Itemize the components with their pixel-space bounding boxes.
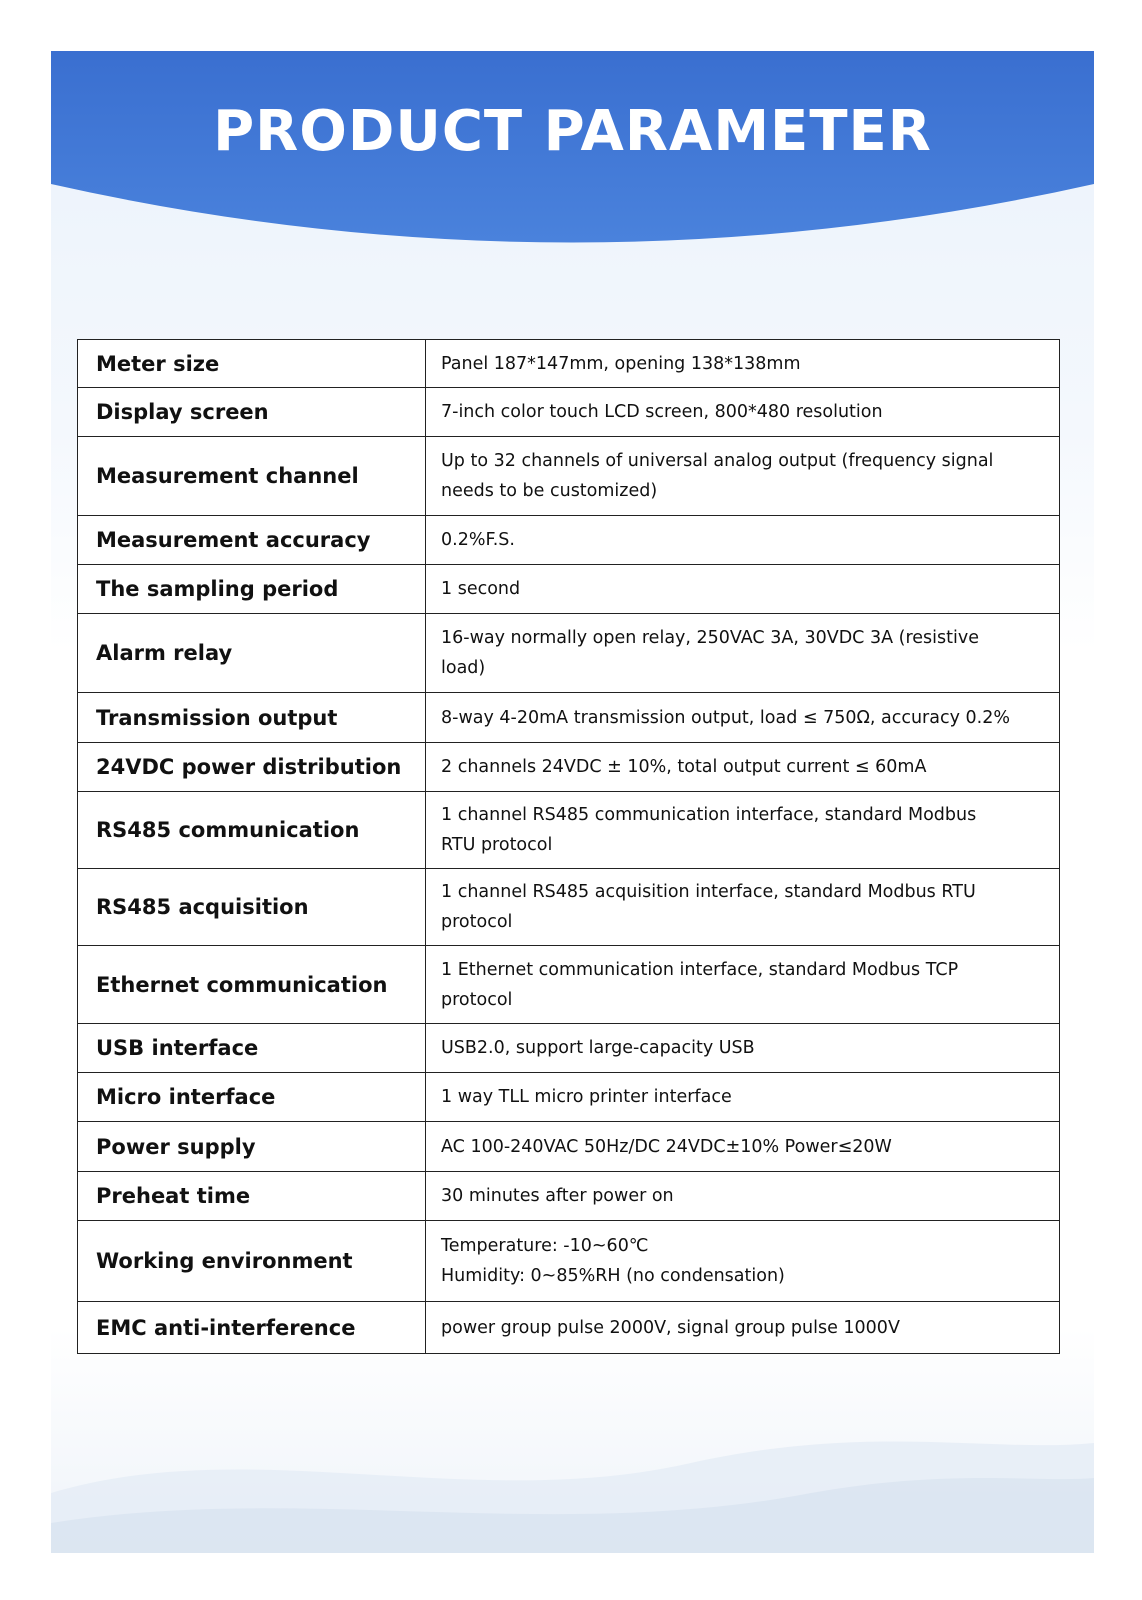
- spec-value: [426, 792, 1060, 869]
- spec-label: Alarm relay: [78, 614, 426, 693]
- spec-value-line: protocol: [441, 912, 513, 932]
- spec-label: EMC anti-interference: [78, 1302, 426, 1354]
- spec-label: Display screen: [78, 388, 426, 437]
- spec-value: [426, 1122, 1060, 1172]
- spec-value-line: 1 second: [441, 579, 521, 599]
- spec-label: 24VDC power distribution: [78, 743, 426, 792]
- table-row: [78, 1221, 1060, 1302]
- spec-label: Working environment: [78, 1221, 426, 1302]
- spec-value: [426, 516, 1060, 565]
- spec-value: [426, 1172, 1060, 1221]
- header-banner: [51, 51, 1094, 301]
- spec-label: USB interface: [78, 1024, 426, 1073]
- spec-value-line: RTU protocol: [441, 835, 553, 855]
- banner-shape: [51, 51, 1094, 301]
- spec-label: Measurement accuracy: [78, 516, 426, 565]
- spec-value-line: 7-inch color touch LCD screen, 800*480 resolution: [441, 402, 883, 422]
- table-row: [78, 1302, 1060, 1354]
- spec-value: [426, 388, 1060, 437]
- spec-value: [426, 1073, 1060, 1122]
- spec-value: [426, 869, 1060, 946]
- spec-value-line: 30 minutes after power on: [441, 1186, 674, 1206]
- spec-value-line: Up to 32 channels of universal analog output (frequency signal: [441, 451, 994, 471]
- spec-value-line: 1 channel RS485 communication interface, standard Modbus: [441, 805, 977, 825]
- table-row: [78, 946, 1060, 1024]
- spec-value: [426, 340, 1060, 388]
- bottom-wave-decoration: [51, 1373, 1094, 1553]
- spec-label: The sampling period: [78, 565, 426, 614]
- spec-value: [426, 437, 1060, 516]
- spec-value-line: Temperature: -10~60℃: [441, 1236, 649, 1256]
- spec-value: [426, 1302, 1060, 1354]
- spec-value-line: 2 channels 24VDC ± 10%, total output current ≤ 60mA: [441, 757, 927, 777]
- table-row: [78, 1172, 1060, 1221]
- spec-value-line: USB2.0, support large-capacity USB: [441, 1038, 755, 1058]
- spec-label: Measurement channel: [78, 437, 426, 516]
- table-row: [78, 1122, 1060, 1172]
- spec-value: [426, 693, 1060, 743]
- spec-label: Preheat time: [78, 1172, 426, 1221]
- table-row: [78, 565, 1060, 614]
- spec-value-line: power group pulse 2000V, signal group pulse 1000V: [441, 1317, 900, 1338]
- table-row: [78, 743, 1060, 792]
- table-row: [78, 388, 1060, 437]
- spec-value-line: 8-way 4-20mA transmission output, load ≤ 750Ω, accuracy 0.2%: [441, 707, 1010, 728]
- spec-value-line: load): [441, 658, 486, 678]
- spec-label: Micro interface: [78, 1073, 426, 1122]
- spec-label: Power supply: [78, 1122, 426, 1172]
- table-row: [78, 792, 1060, 869]
- spec-value-line: 0.2%F.S.: [441, 530, 515, 550]
- spec-value-line: 1 way TLL micro printer interface: [441, 1087, 732, 1107]
- spec-label: Transmission output: [78, 693, 426, 743]
- table-row: [78, 340, 1060, 388]
- spec-value: [426, 565, 1060, 614]
- spec-value: [426, 743, 1060, 792]
- spec-table: [77, 339, 1060, 1354]
- spec-value: [426, 614, 1060, 693]
- table-row: [78, 693, 1060, 743]
- spec-label: RS485 acquisition: [78, 869, 426, 946]
- spec-label: Meter size: [78, 340, 426, 388]
- spec-label: RS485 communication: [78, 792, 426, 869]
- spec-value-line: needs to be customized): [441, 481, 658, 501]
- spec-value-line: Panel 187*147mm, opening 138*138mm: [441, 353, 801, 374]
- spec-value-line: protocol: [441, 989, 513, 1010]
- table-row: [78, 1024, 1060, 1073]
- table-row: [78, 614, 1060, 693]
- spec-value: [426, 1221, 1060, 1302]
- table-row: [78, 1073, 1060, 1122]
- product-parameter-card: [51, 51, 1094, 1553]
- spec-value-line: 16-way normally open relay, 250VAC 3A, 30VDC 3A (resistive: [441, 628, 979, 648]
- spec-value-line: 1 channel RS485 acquisition interface, standard Modbus RTU: [441, 882, 976, 902]
- table-row: [78, 437, 1060, 516]
- table-row: [78, 869, 1060, 946]
- spec-value-line: 1 Ethernet communication interface, standard Modbus TCP: [441, 959, 959, 980]
- table-row: [78, 516, 1060, 565]
- page-title: PRODUCT PARAMETER: [213, 99, 932, 164]
- spec-value-line: AC 100-240VAC 50Hz/DC 24VDC±10% Power≤20W: [441, 1136, 892, 1157]
- spec-value-line: Humidity: 0~85%RH (no condensation): [441, 1266, 785, 1286]
- spec-value: [426, 1024, 1060, 1073]
- spec-label: Ethernet communication: [78, 946, 426, 1024]
- spec-value: [426, 946, 1060, 1024]
